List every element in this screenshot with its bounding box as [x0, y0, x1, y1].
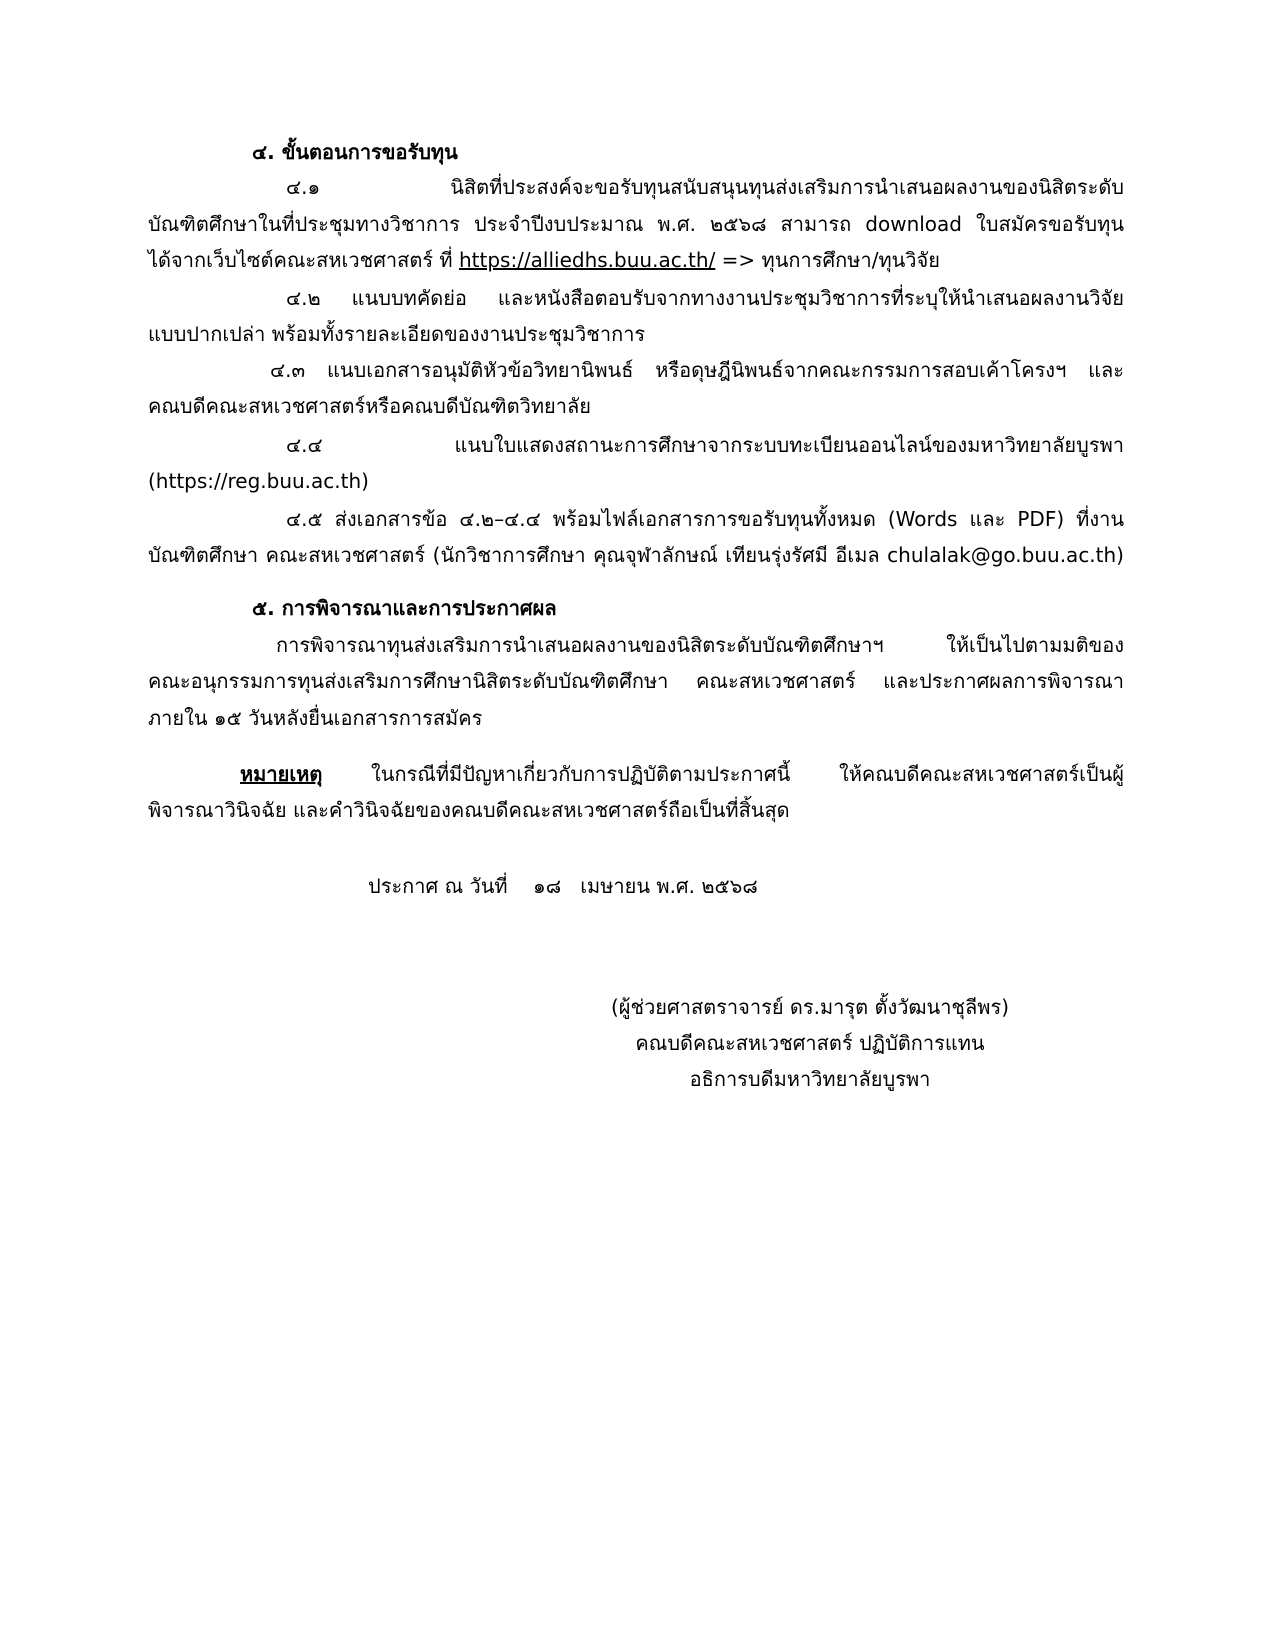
item-4-1-line-3-prefix: ได้จากเว็บไซต์คณะสหเวชศาสตร์ ที่ — [148, 248, 459, 272]
item-4-4-line-1: ๔.๔ แนบใบแสดงสถานะการศึกษาจากระบบทะเบียนออนไลน์ของมหาวิทยาลัยบูรพา — [286, 433, 1124, 457]
item-4-1-line-1: ๔.๑ นิสิตที่ประสงค์จะขอรับทุนสนับสนุนทุนส่งเสริมการนำเสนอผลงานของนิสิตระดับ — [286, 175, 1124, 199]
item-4-2-line-2: แบบปากเปล่า พร้อมทั้งรายละเอียดของงานประชุมวิชาการ — [148, 322, 646, 346]
item-4-4-line-2: (https://reg.buu.ac.th) — [148, 469, 369, 493]
item-4-1-line-3-suffix: => ทุนการศึกษา/ทุนวิจัย — [715, 248, 940, 272]
section-4-heading: ๔. ขั้นตอนการขอรับทุน — [252, 140, 458, 164]
item-4-3-line-1: ๔.๓ แนบเอกสารอนุมัติหัวข้อวิทยานิพนธ์ หรือดุษฎีนิพนธ์จากคณะกรรมการสอบเค้าโครงฯ และ — [270, 358, 1124, 382]
item-4-5-line-1: ๔.๕ ส่งเอกสารข้อ ๔.๒–๔.๔ พร้อมไฟล์เอกสารการขอรับทุนทั้งหมด (Words และ PDF) ที่งาน — [286, 507, 1124, 531]
alliedhs-website-link[interactable]: https://alliedhs.buu.ac.th/ — [458, 248, 716, 272]
section-5-heading: ๕. การพิจารณาและการประกาศผล — [252, 596, 557, 620]
announcement-date: ประกาศ ณ วันที่ ๑๘ เมษายน พ.ศ. ๒๕๖๘ — [368, 874, 758, 898]
note-line-2: พิจารณาวินิจฉัย และคำวินิจฉัยของคณบดีคณะสหเวชศาสตร์ถือเป็นที่สิ้นสุด — [148, 798, 790, 822]
item-4-1-line-3 — [148, 246, 940, 276]
note-line-1-text: ในกรณีที่มีปัญหาเกี่ยวกับการปฏิบัติตามประกาศนี้ ให้คณบดีคณะสหเวชศาสตร์เป็นผู้ — [322, 762, 1124, 786]
item-4-3-line-2: คณบดีคณะสหเวชศาสตร์หรือคณบดีบัณฑิตวิทยาลัย — [148, 394, 591, 418]
section-5-line-2: คณะอนุกรรมการทุนส่งเสริมการศึกษานิสิตระดับบัณฑิตศึกษา คณะสหเวชศาสตร์ และประกาศผลการพิจารณา — [148, 669, 1124, 693]
signatory-title-2: อธิการบดีมหาวิทยาลัยบูรพา — [689, 1067, 931, 1091]
section-5-line-3: ภายใน ๑๕ วันหลังยื่นเอกสารการสมัคร — [148, 706, 483, 730]
item-4-2-line-1: ๔.๒ แนบบทคัดย่อ และหนังสือตอบรับจากทางงานประชุมวิชาการที่ระบุให้นำเสนอผลงานวิจัย — [286, 286, 1124, 310]
item-4-5-line-2: บัณฑิตศึกษา คณะสหเวชศาสตร์ (นักวิชาการศึกษา คุณจุฬาลักษณ์ เทียนรุ่งรัศมี อีเมล chulalak@go.buu.ac.th) — [148, 543, 1124, 567]
item-4-1-line-2: บัณฑิตศึกษาในที่ประชุมทางวิชาการ ประจำปีงบประมาณ พ.ศ. ๒๕๖๘ สามารถ download ใบสมัครขอรับทุน — [148, 212, 1124, 236]
signatory-name: (ผู้ช่วยศาสตราจารย์ ดร.มารุต ตั้งวัฒนาชุลีพร) — [610, 995, 1009, 1019]
signatory-title-1: คณบดีคณะสหเวชศาสตร์ ปฏิบัติการแทน — [635, 1031, 985, 1055]
note-label: หมายเหตุ — [240, 762, 323, 786]
note-line-1 — [240, 760, 1124, 790]
section-5-line-1: การพิจารณาทุนส่งเสริมการนำเสนอผลงานของนิสิตระดับบัณฑิตศึกษาฯ ให้เป็นไปตามมติของ — [276, 633, 1124, 657]
